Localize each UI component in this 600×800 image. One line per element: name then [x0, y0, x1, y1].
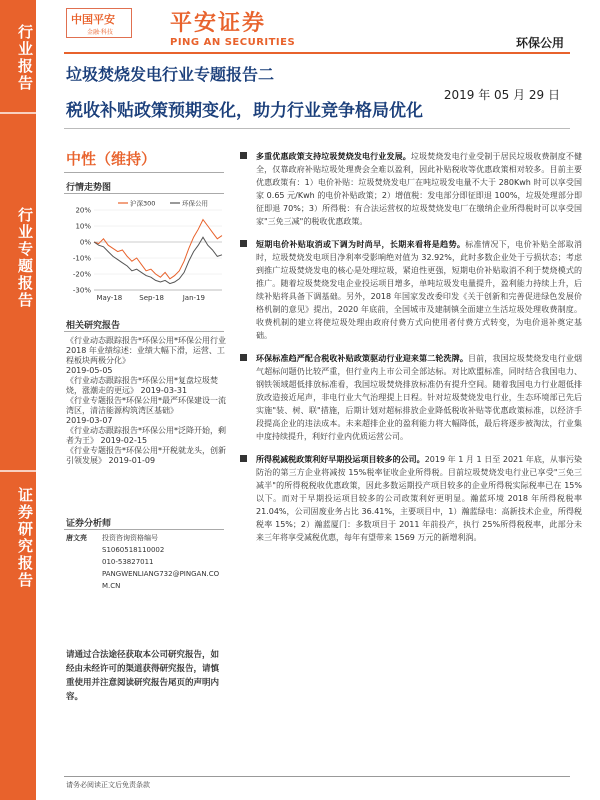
report-title: 垃圾焚烧发电行业专题报告二 — [66, 65, 275, 84]
header-divider — [64, 52, 570, 54]
key-point-lead: 环保标准趋严配合税收补贴政策驱动行业迎来第二轮洗牌。 — [256, 354, 468, 363]
key-point-lead: 所得税减税政策利好早期投运项目较多的公司。 — [256, 455, 425, 464]
access-disclaimer: 请通过合法途径获取本公司研究报告，如经由未经许可的渠道获得研究报告，请慎重使用并注意阅读研究报告尾页的声明内容。 — [66, 650, 220, 702]
sector-label: 环保公用 — [515, 36, 564, 50]
analyst-email[interactable]: PANGWENLIANG732@PINGAN.CO — [102, 570, 220, 578]
related-report-item[interactable]: 《行业专题报告*环保公用*开税就龙头，创新引领发展》 2019-01-09 — [66, 446, 226, 465]
key-point-text: 垃圾焚烧发电行业受制于居民垃圾收费制度不健全，仅靠政府补贴垃圾处理费会全难以盈利，因此补贴税收等优惠政策相对较多。目前主要优惠政策有：1）电价补贴：垃圾焚烧发电厂在吨垃圾发电量不大于 280Kwh 时可以享受国家 0.65 元/Kwh 的电价补贴政策；2）增值税：发电部分即征即退 100%，垃圾处理部分即征即退 70%；3）所得税：有合法运营权的垃圾焚烧发电厂在缴纳企业所得税时可以享受国家"三免三减"的税收优惠政策。 — [256, 152, 582, 226]
securities-logo-cn: 平安证券 — [170, 11, 267, 36]
related-report-date: 2019-03-07 — [66, 416, 113, 425]
key-point-text: 标准情况下，电价补贴全部取消时，垃圾焚烧发电项目净利率受影响绝对值为 32.92%，此时多数企业处于亏损状态；考虑到推广垃圾焚烧发电的核心是处理垃圾，紧迫性更强，短期电价补贴取消不利于焚烧模式的推广。随着垃圾焚烧发电企业投运项目增多，单吨垃圾发电量提升，盈利能力持续上升，后续补贴将具备下调基础。另外，2018 年国家发改委印发《关于创新和完善促进绿色发展价格机制的意见》提出，2020 年底前，全国城市及建制镇全面建立生活垃圾处理收费制度。收费机制的建立将使垃圾处理由政府付费方式向使用者付费方式转变，为电价退补奠定基础。 — [256, 240, 583, 340]
rating-divider — [64, 172, 224, 173]
key-point-text: 目前，我国垃圾焚烧发电行业烟气超标问题仍比较严重，但行业内上市公司全部达标。对比欧盟标准，同时结合我国电力、钢铁领域超低排放标准看，我国垃圾焚烧排放标准仍有提升空间。随着我国电力行业超低排放改造接近尾声，非电行业大气治理提上日程。针对垃圾焚烧发电行业，生态环境部已先后实施"装、树、联"措施，后期计划对超标排放企业降低税收补贴等优惠政策标准，以经济手段提高企业的违法成本。未来超排企业的盈利能力将大幅降低，最后将逐步被淘汰，行业集中度持续提升，利好行业内优质运营公司。 — [256, 354, 582, 441]
y-tick-label: 0% — [79, 238, 91, 247]
side-label-securities-research: 证券研究报告 — [16, 487, 34, 589]
report-date: 2019 年 05 月 29 日 — [443, 88, 560, 102]
key-point — [238, 238, 582, 342]
series-line-env-utilities — [94, 237, 222, 283]
related-section-heading: 相关研究报告 — [66, 321, 121, 331]
trend-chart-svg — [64, 196, 228, 312]
analyst-phone: 010-53827011 — [102, 558, 154, 566]
side-label-topic-report: 行业专题报告 — [16, 207, 34, 309]
analyst-email-cont[interactable]: M.CN — [102, 582, 121, 590]
report-subtitle: 税收补贴政策预期变化，助力行业竞争格局优化 — [66, 101, 423, 121]
analyst-name: 唐文亮 — [66, 534, 87, 542]
market-trend-chart — [64, 196, 228, 312]
x-tick-label: Jan-19 — [182, 294, 205, 302]
related-section-divider — [64, 331, 224, 332]
y-tick-label: -10% — [72, 254, 91, 263]
side-divider — [0, 470, 36, 472]
related-report-item[interactable]: 《行业专题报告*环保公用*最严环保建设一流湾区，清洁能源构筑湾区基础》 — [66, 396, 226, 415]
footer-divider — [64, 776, 570, 777]
related-report-item[interactable]: 《行业动态跟踪报告*环保公用*复盘垃圾焚烧，涨潮走的更远》 2019-03-31 — [66, 376, 218, 395]
bullet-square-icon — [240, 152, 247, 159]
bullet-square-icon — [240, 354, 247, 361]
y-tick-label: -30% — [72, 286, 91, 295]
key-points — [238, 150, 582, 554]
key-point — [238, 352, 582, 443]
key-point-lead: 短期电价补贴取消或下调为时尚早，长期来看将是趋势。 — [256, 240, 466, 249]
side-band — [0, 0, 36, 800]
footer-notice: 请务必阅读正文后免责条款 — [66, 781, 150, 789]
y-tick-label: -20% — [72, 270, 91, 279]
analyst-section-divider — [64, 529, 224, 530]
securities-logo-en: PING AN SECURITIES — [170, 37, 296, 48]
bullet-square-icon — [240, 240, 247, 247]
related-report-item[interactable]: 《行业动态跟踪报告*环保公用*泛降开始，剩者为王》 2019-02-15 — [66, 426, 226, 445]
side-divider — [0, 112, 36, 114]
y-tick-label: 10% — [75, 222, 91, 231]
chart-section-divider — [64, 193, 224, 194]
series-line-csi300 — [94, 220, 222, 279]
ping-an-securities-logo — [170, 6, 310, 48]
y-tick-label: 20% — [75, 206, 91, 215]
analyst-license-label: 投资咨询资格编号 — [102, 534, 158, 542]
analyst-section-heading: 证券分析师 — [66, 519, 112, 529]
key-point — [238, 150, 582, 228]
related-report-date: 2019-05-05 — [66, 366, 113, 375]
ping-an-logo-text: 中国平安 — [71, 13, 115, 26]
bullet-square-icon — [240, 455, 247, 462]
side-label-industry-report: 行业报告 — [16, 24, 34, 92]
legend-label: 环保公用 — [182, 199, 208, 208]
key-point — [238, 453, 582, 544]
x-tick-label: Sep-18 — [139, 294, 164, 302]
ping-an-group-logo — [66, 8, 132, 38]
ping-an-logo-tagline: 金融·科技 — [87, 29, 113, 36]
x-tick-label: May-18 — [96, 294, 123, 302]
related-reports-list — [66, 336, 230, 466]
analyst-license-number: S1060518110002 — [102, 546, 165, 554]
key-point-lead: 多重优惠政策支持垃圾焚烧发电行业发展。 — [256, 152, 411, 161]
chart-section-heading: 行情走势图 — [66, 183, 112, 193]
legend-label: 沪深300 — [130, 199, 156, 208]
rating-label: 中性（维持） — [66, 150, 157, 168]
related-report-item[interactable]: 《行业动态跟踪报告*环保公用*环保公用行业 2018 年业绩综述：业绩大幅下滑，运营、工程板块两极分化》 — [66, 336, 226, 365]
title-divider — [64, 128, 570, 129]
key-point-text: 2019 年 1 月 1 日至 2021 年底，从事污染防治的第三方企业将减按 15%税率征收企业所得税。目前垃圾焚烧发电行业已享受"三免三减半"的所得税税收优惠政策，因此多数运期投产项目较多的企业所得税实际税率已在 15%以下。而对于早期投运项目较多的公司政策利好更明显。瀚蓝环境 2018 年所得税税率 21.04%，公司固废业务占比 36.41%，主要项目中，1）瀚蓝绿电：高新技术企业，所得税税率 15%；2）瀚蓝厦门：多数项目于 2011 年前投产，执行 25%所得税税率，此部分未来三年将享受减税优惠，每年有望带来 1569 万元的新增利润。 — [256, 455, 582, 542]
